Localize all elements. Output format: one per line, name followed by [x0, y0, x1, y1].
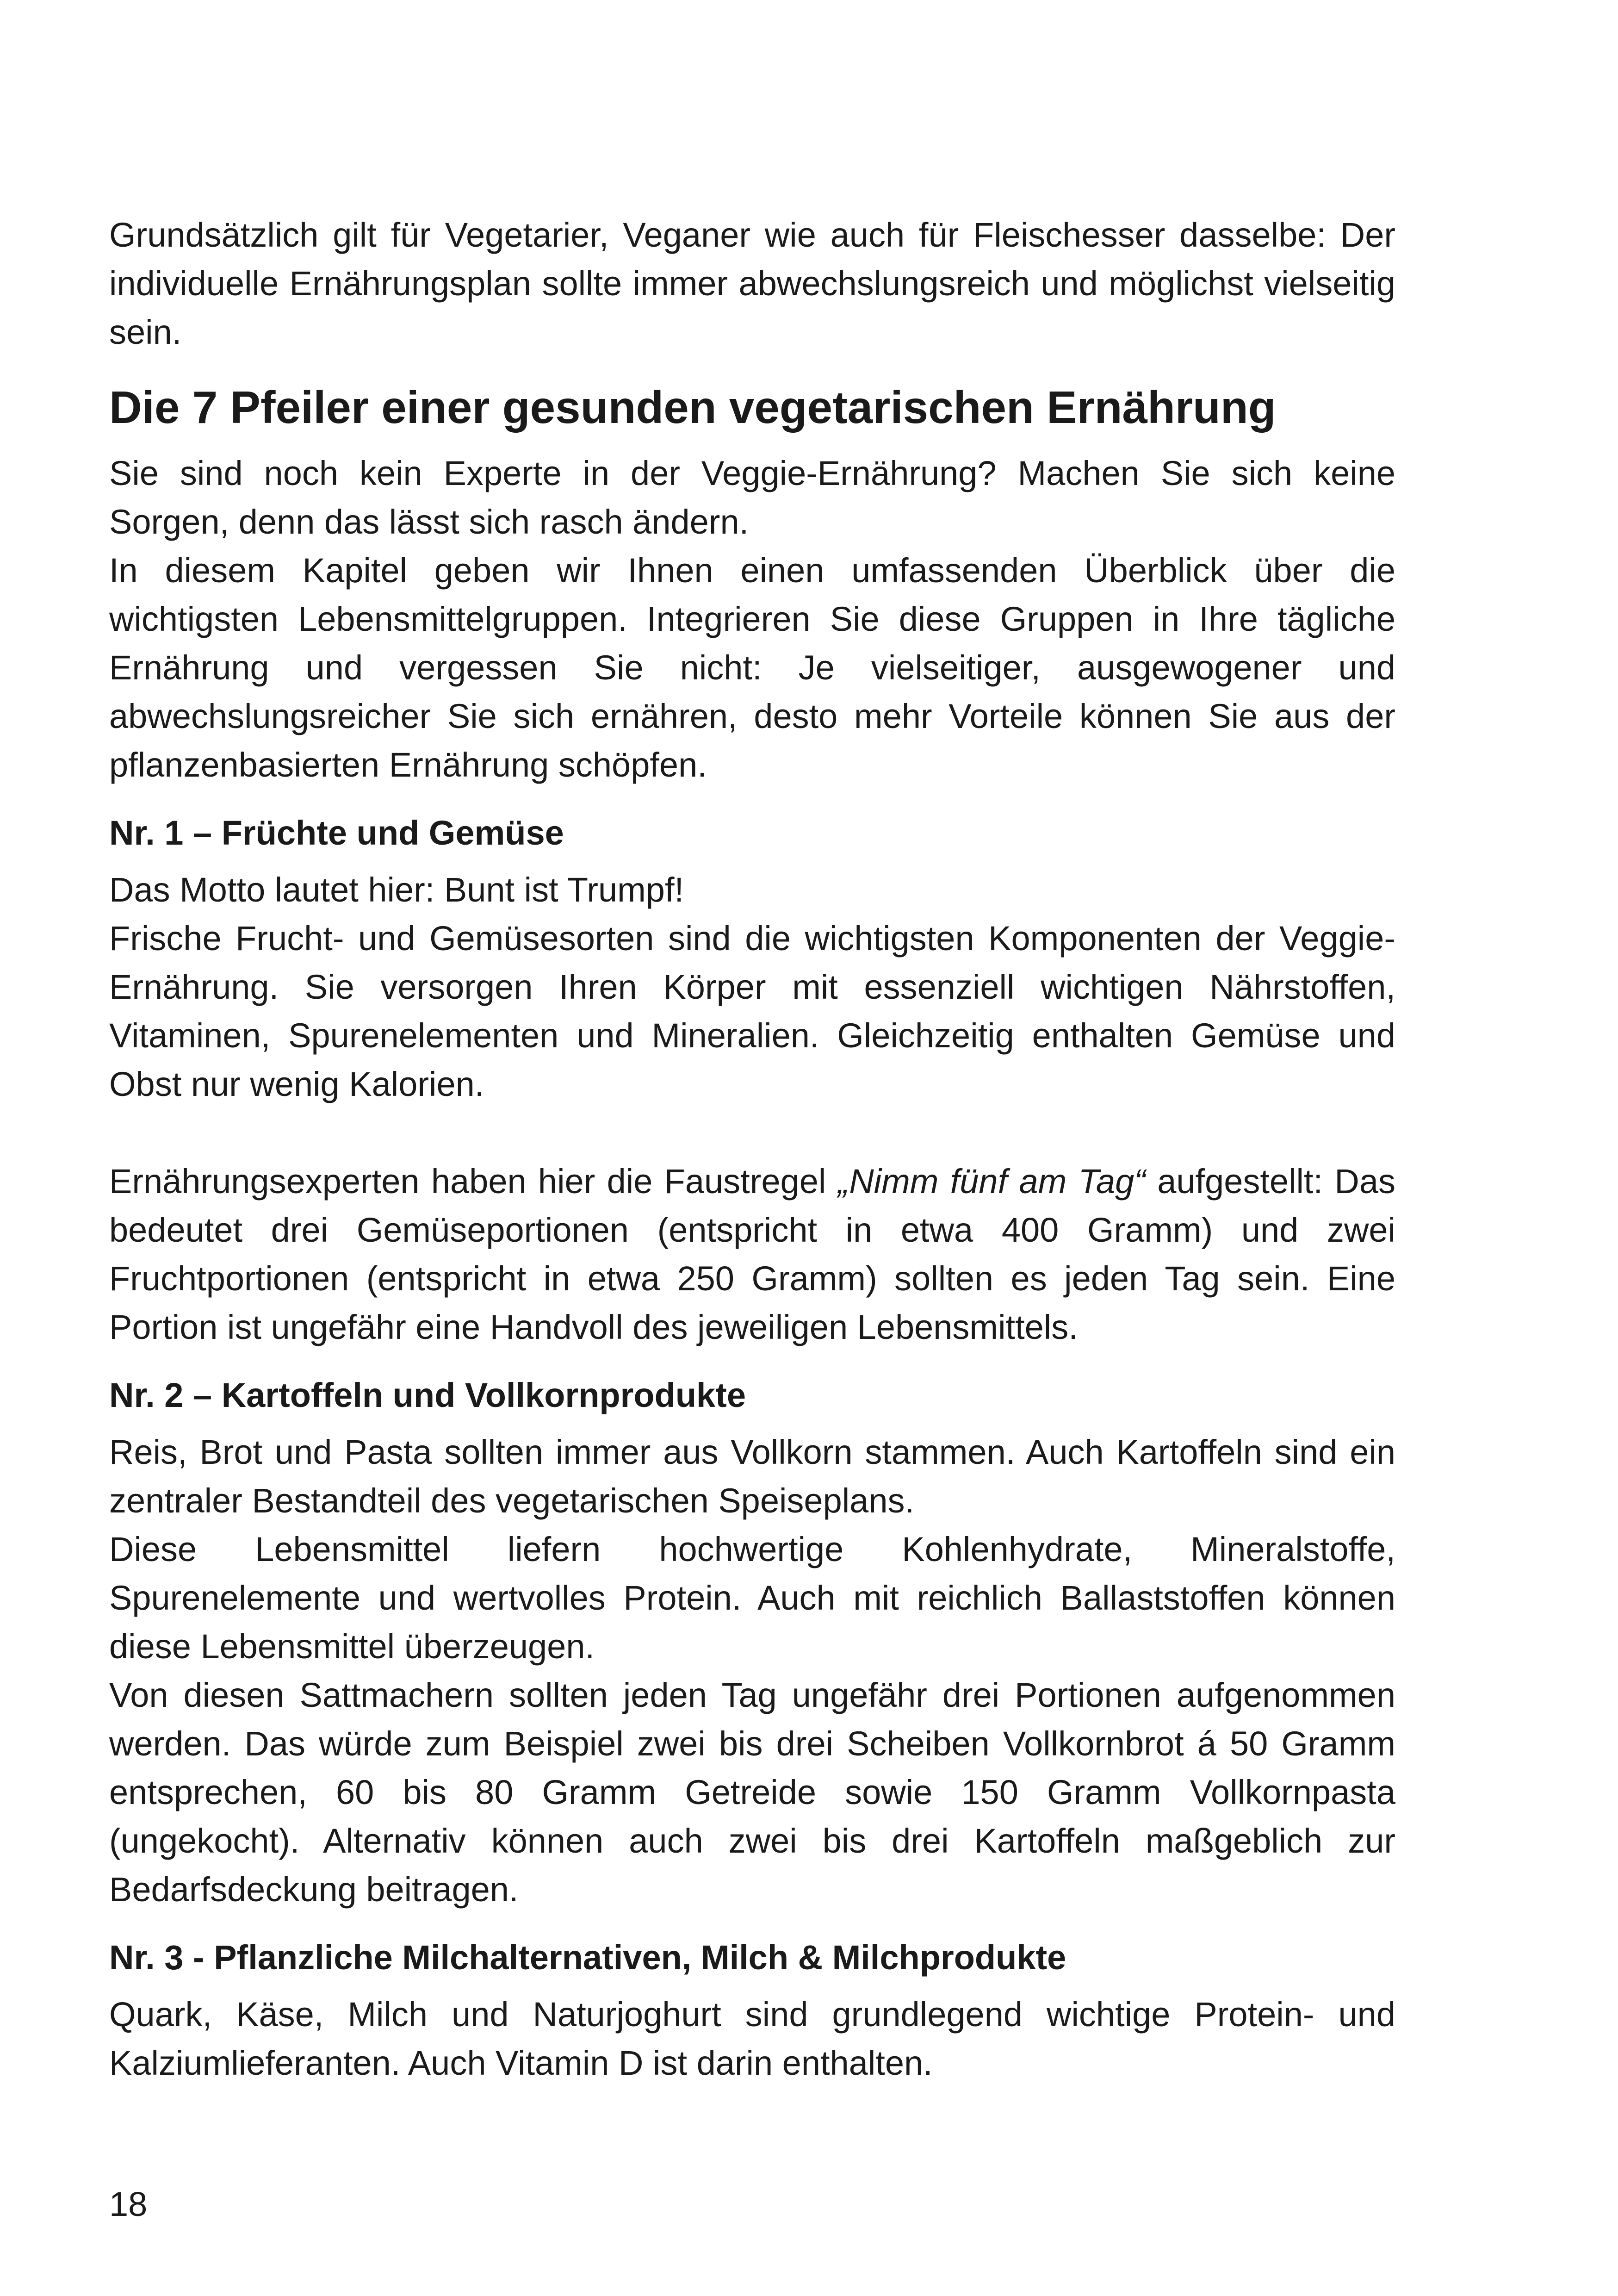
paragraph-spacer	[109, 1108, 1395, 1157]
body-paragraph: Reis, Brot und Pasta sollten immer aus Vollkorn stammen. Auch Kartoffeln sind ein zentraler Bestandteil des vegetarischen Speiseplans.	[109, 1433, 1395, 1520]
body-paragraph: Von diesen Sattmachern sollten jeden Tag ungefähr drei Portionen aufgenommen werden. Das würde zum Beispiel zwei bis drei Scheiben Vollkornbrot á 50 Gramm entsprechen, 60 bis 80 Gramm Getreide sowie 150 Gramm Vollkornpasta (ungekocht). Alternativ können auch zwei bis drei Kartoffeln maßgeblich zur Bedarfsdeckung beitragen.	[109, 1676, 1395, 1909]
body-paragraph: Sie sind noch kein Experte in der Veggie-Ernährung? Machen Sie sich keine Sorgen, denn das lässt sich rasch ändern.	[109, 454, 1395, 541]
intro-paragraph: Grundsätzlich gilt für Vegetarier, Veganer wie auch für Fleischesser dasselbe: Der individuelle Ernährungsplan sollte immer abwechslungsreich und möglichst vielseitig sein.	[109, 216, 1395, 351]
rule-quote: „Nimm fünf am Tag“	[837, 1162, 1146, 1201]
body-paragraph: Quark, Käse, Milch und Naturjoghurt sind grundlegend wichtige Protein- und Kalziumlieferanten. Auch Vitamin D ist darin enthalten.	[109, 1995, 1395, 2082]
body-paragraph: In diesem Kapitel geben wir Ihnen einen umfassenden Überblick über die wichtigsten Lebensmittelgruppen. Integrieren Sie diese Gruppen in Ihre tägliche Ernährung und vergessen Sie nicht: Je vielseitiger, ausgewogener und abwechslungsreicher Sie sich ernähren, desto mehr Vorteile können Sie aus der pflanzenbasierten Ernährung schöpfen.	[109, 551, 1395, 784]
rule-text-after: aufgestellt: Das bedeutet drei Gemüseportionen (entspricht in etwa 400 Gramm) und zwei Fruchtportionen (entspricht in etwa 250 Gramm) sollten es jeden Tag sein. Eine Portion ist ungefähr eine Handvoll des jeweiligen Lebensmittels.	[109, 1162, 1395, 1346]
page-number: 18	[109, 2185, 148, 2223]
body-paragraph: Diese Lebensmittel liefern hochwertige Kohlenhydrate, Mineralstoffe, Spurenelemente und wertvolles Protein. Auch mit reichlich Ballaststoffen können diese Lebensmittel überzeugen.	[109, 1530, 1395, 1666]
body-paragraph: Das Motto lautet hier: Bunt ist Trumpf!	[109, 871, 684, 909]
rule-paragraph	[109, 1157, 1395, 1351]
chapter-title: Die 7 Pfeiler einer gesunden vegetarischen Ernährung	[109, 382, 1276, 433]
rule-text-before: Ernährungsexperten haben hier die Faustregel	[109, 1162, 838, 1201]
page-content	[109, 211, 1395, 2087]
section-heading-2: Nr. 2 – Kartoffeln und Vollkornprodukte	[109, 1376, 746, 1414]
section-heading-1: Nr. 1 – Früchte und Gemüse	[109, 814, 564, 852]
section-heading-3: Nr. 3 - Pflanzliche Milchalternativen, Milch & Milchprodukte	[109, 1938, 1066, 1977]
body-paragraph: Frische Frucht- und Gemüsesorten sind die wichtigsten Komponenten der Veggie-Ernährung. Sie versorgen Ihren Körper mit essenziell wichtigen Nährstoffen, Vitaminen, Spurenelementen und Mineralien. Gleichzeitig enthalten Gemüse und Obst nur wenig Kalorien.	[109, 919, 1395, 1103]
